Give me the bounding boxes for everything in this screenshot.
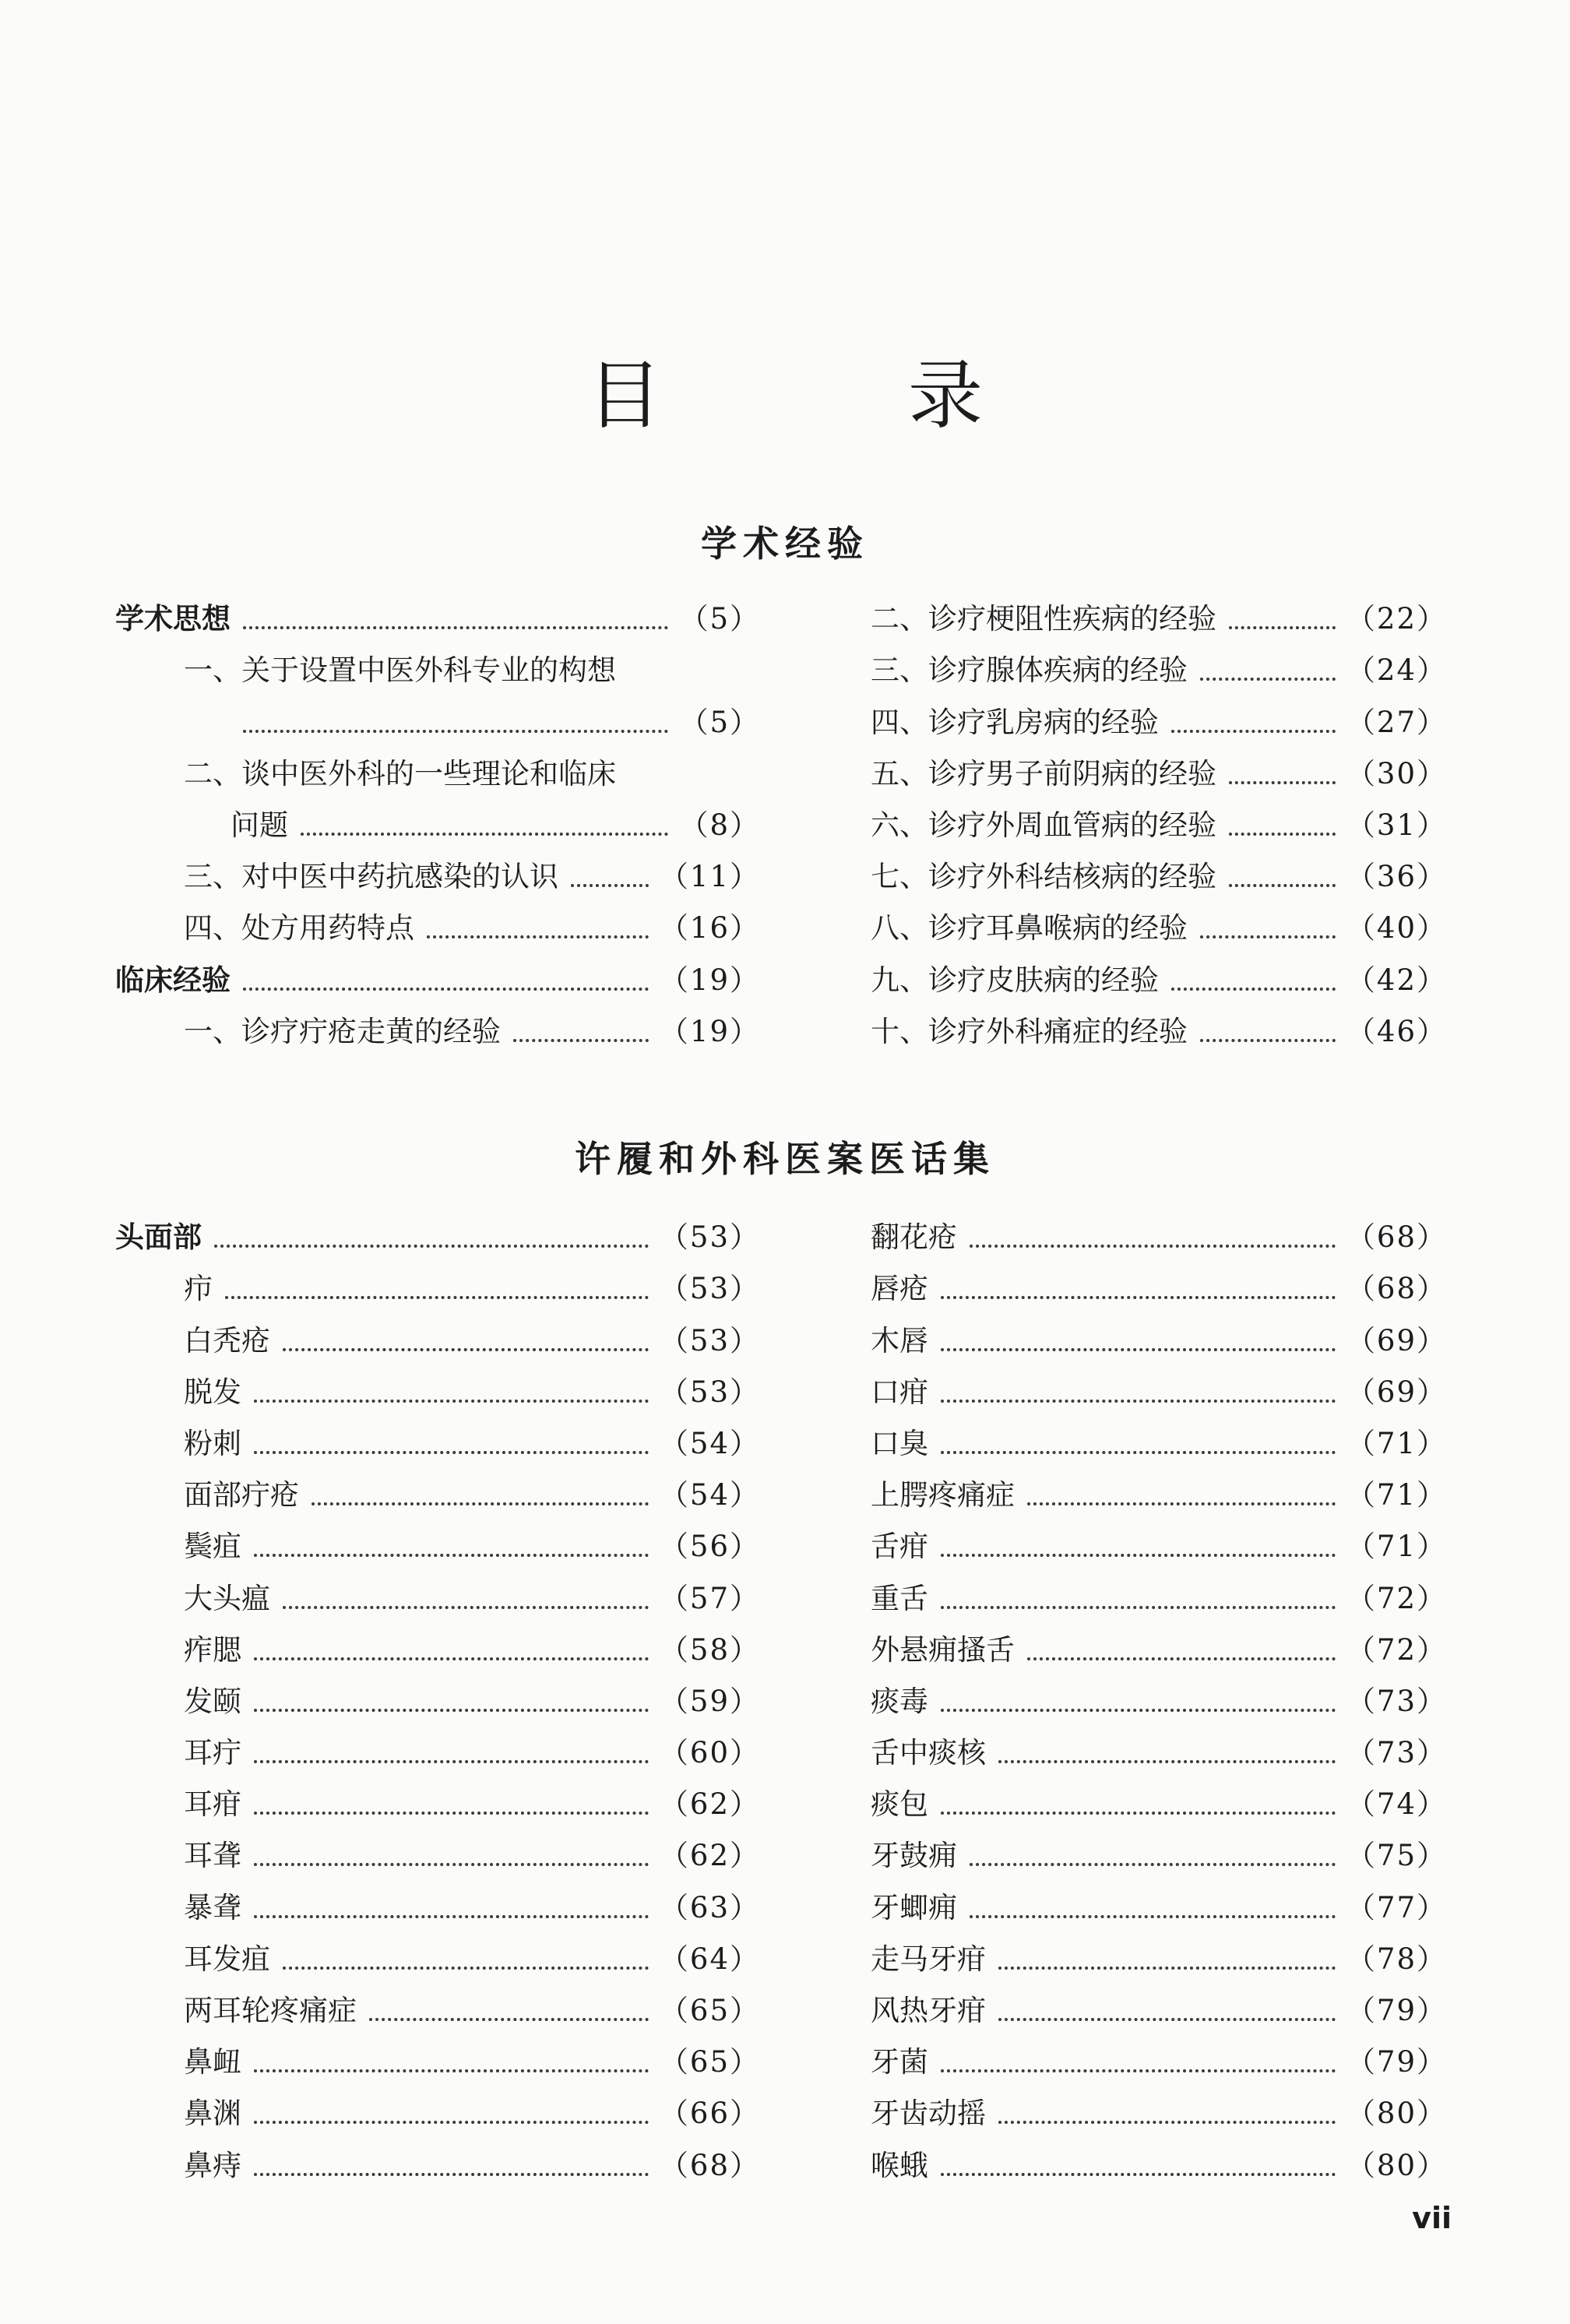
toc-entry-page: （73） <box>1346 1684 1447 1718</box>
toc-entry-page: （58） <box>659 1632 760 1667</box>
dot-leader <box>254 1863 649 1866</box>
toc-entry-label: 耳发疽 <box>184 1942 270 1976</box>
page-number: vii <box>1412 2201 1452 2235</box>
toc-entry[interactable] <box>871 1676 1447 1727</box>
toc-entry[interactable] <box>115 696 760 748</box>
toc-entry-label: 学术思想 <box>115 602 231 636</box>
toc-entry-page: （36） <box>1346 860 1447 894</box>
toc-entry-label: 三、诊疗腺体疾病的经验 <box>871 653 1188 688</box>
toc-column-right <box>871 1212 1447 2192</box>
dot-leader <box>243 626 668 629</box>
dot-leader <box>998 2018 1336 2021</box>
toc-entry[interactable] <box>115 593 760 645</box>
toc-entry-page: （79） <box>1346 1994 1447 2027</box>
dot-leader <box>1200 935 1336 938</box>
toc-entry-page: （75） <box>1346 1839 1447 1873</box>
toc-entry-page: （59） <box>659 1684 760 1718</box>
toc-entry[interactable] <box>115 2037 760 2088</box>
toc-entry-label: 白秃疮 <box>184 1323 270 1357</box>
toc-entry-label: 耳疔 <box>184 1736 241 1770</box>
toc-entry-page: （78） <box>1346 1942 1447 1976</box>
toc-entry[interactable] <box>871 1367 1447 1418</box>
dot-leader <box>283 1606 649 1609</box>
dot-leader <box>254 1760 649 1763</box>
toc-entry[interactable] <box>115 903 760 954</box>
toc-entry-label: 重舌 <box>871 1581 928 1615</box>
toc-entry[interactable] <box>871 2088 1447 2139</box>
toc-entry[interactable] <box>115 1418 760 1470</box>
toc-entry-page: （65） <box>659 2045 760 2079</box>
toc-entry[interactable] <box>115 1727 760 1779</box>
dot-leader <box>254 1554 649 1557</box>
toc-entry-page: （72） <box>1346 1632 1447 1667</box>
toc-entry-label: 发颐 <box>184 1684 241 1718</box>
toc-entry-page: （46） <box>1346 1014 1447 1048</box>
toc-entry-label: 口臭 <box>871 1426 928 1460</box>
toc-entry[interactable] <box>871 1779 1447 1830</box>
toc-entry[interactable] <box>871 593 1447 645</box>
toc-entry-label: 问题 <box>231 808 288 842</box>
toc-entry[interactable] <box>871 903 1447 954</box>
toc-entry-label: 舌疳 <box>871 1530 928 1564</box>
toc-entry-page: （30） <box>1346 756 1447 791</box>
dot-leader <box>1171 730 1336 733</box>
toc-entry[interactable] <box>871 1830 1447 1882</box>
dot-leader <box>1229 781 1336 784</box>
toc-entry-label: 鼻衄 <box>184 2045 241 2079</box>
toc-entry-page: （11） <box>659 860 760 894</box>
toc-entry-label: 七、诊疗外科结核病的经验 <box>871 860 1216 894</box>
toc-entry-page: （66） <box>659 2097 760 2131</box>
toc-entry-label: 牙菌 <box>871 2045 928 2079</box>
toc-entry-label: 牙鼓痈 <box>871 1839 957 1873</box>
toc-entry-label: 木唇 <box>871 1323 928 1357</box>
toc-entry-page: （69） <box>1346 1323 1447 1357</box>
toc-entry-label: 口疳 <box>871 1375 928 1409</box>
dot-leader <box>283 1967 649 1970</box>
toc-entry-label: 大头瘟 <box>184 1581 270 1615</box>
toc-entry-label: 痰包 <box>871 1787 928 1822</box>
toc-entry-label: 一、诊疗疔疮走黄的经验 <box>184 1014 501 1048</box>
toc-entry-label: 翻花疮 <box>871 1220 957 1255</box>
toc-entry-page: （53） <box>659 1272 760 1306</box>
toc-entry[interactable] <box>871 954 1447 1005</box>
toc-entry[interactable] <box>115 1625 760 1676</box>
toc-entry-page: （74） <box>1346 1787 1447 1822</box>
toc-entry[interactable] <box>115 1521 760 1572</box>
section-title-case-collection: 许履和外科医案医话集 <box>575 1138 995 1180</box>
toc-entry-label: 九、诊疗皮肤病的经验 <box>871 963 1159 997</box>
toc-entry[interactable] <box>115 1572 760 1624</box>
toc-entry[interactable] <box>871 748 1447 800</box>
dot-leader <box>214 1245 649 1248</box>
dot-leader <box>941 1348 1336 1351</box>
dot-leader <box>1229 884 1336 887</box>
toc-entry-label: 八、诊疗耳鼻喉病的经验 <box>871 911 1188 945</box>
toc-entry-page: （69） <box>1346 1375 1447 1409</box>
toc-entry[interactable] <box>115 1676 760 1727</box>
toc-entry-page: （71） <box>1346 1530 1447 1564</box>
toc-entry[interactable] <box>115 1470 760 1521</box>
dot-leader <box>941 1296 1336 1299</box>
toc-entry-label: 二、谈中医外科的一些理论和临床 <box>184 756 616 791</box>
toc-entry-page: （24） <box>1346 653 1447 688</box>
toc-entry[interactable] <box>871 1418 1447 1470</box>
toc-entry[interactable] <box>871 1727 1447 1779</box>
toc-entry[interactable] <box>871 800 1447 851</box>
dot-leader <box>513 1039 649 1042</box>
toc-entry-label: 暴聋 <box>184 1890 241 1924</box>
toc-entry-label: 鼻渊 <box>184 2097 241 2131</box>
toc-entry-label: 面部疔疮 <box>184 1478 299 1512</box>
toc-entry[interactable] <box>871 2037 1447 2088</box>
toc-entry-label: 风热牙疳 <box>871 1994 986 2027</box>
toc-entry-page: （71） <box>1346 1478 1447 1512</box>
toc-entry-page: （57） <box>659 1581 760 1615</box>
toc-entry[interactable] <box>115 1263 760 1315</box>
toc-entry[interactable] <box>871 1882 1447 1933</box>
toc-entry-page: （5） <box>679 705 760 739</box>
toc-entry[interactable] <box>115 1006 760 1058</box>
toc-entry-label: 一、关于设置中医外科专业的构想 <box>184 653 616 688</box>
toc-entry-page: （31） <box>1346 808 1447 842</box>
toc-entry-page: （27） <box>1346 705 1447 739</box>
toc-entry-label: 外悬痈搔舌 <box>871 1632 1015 1667</box>
toc-entry-page: （42） <box>1346 963 1447 997</box>
toc-entry[interactable] <box>115 1212 760 1263</box>
toc-entry[interactable] <box>115 1779 760 1830</box>
toc-entry[interactable] <box>115 954 760 1005</box>
toc-entry[interactable] <box>871 1212 1447 1263</box>
toc-entry-label: 走马牙疳 <box>871 1942 986 1976</box>
toc-entry-label: 鬓疽 <box>184 1530 241 1564</box>
dot-leader <box>254 1709 649 1712</box>
dot-leader <box>941 1451 1336 1454</box>
dot-leader <box>283 1348 649 1351</box>
dot-leader <box>254 1657 649 1660</box>
dot-leader <box>998 2121 1336 2124</box>
toc-entry-page: （62） <box>659 1839 760 1873</box>
toc-entry-page: （71） <box>1346 1426 1447 1460</box>
toc-entry-label: 耳聋 <box>184 1839 241 1873</box>
dot-leader <box>571 884 649 887</box>
toc-entry-page: （19） <box>659 1014 760 1048</box>
toc-entry[interactable] <box>115 1830 760 1882</box>
dot-leader <box>1200 1039 1336 1042</box>
dot-leader <box>254 1451 649 1454</box>
toc-entry[interactable] <box>115 2088 760 2139</box>
toc-entry[interactable] <box>115 1315 760 1366</box>
toc-entry-page: （62） <box>659 1787 760 1822</box>
toc-entry-label: 上腭疼痛症 <box>871 1478 1015 1512</box>
dot-leader <box>998 1967 1336 1970</box>
dot-leader <box>1027 1657 1336 1660</box>
toc-entry[interactable] <box>115 800 760 851</box>
dot-leader <box>254 2121 649 2124</box>
toc-entry-page: （80） <box>1346 2097 1447 2131</box>
toc-entry-label: 二、诊疗梗阻性疾病的经验 <box>871 602 1216 636</box>
toc-entry-page: （54） <box>659 1478 760 1512</box>
toc-entry-page: （19） <box>659 963 760 997</box>
toc-entry[interactable] <box>871 1006 1447 1058</box>
toc-entry-label: 牙蝍痈 <box>871 1890 957 1924</box>
toc-entry[interactable] <box>871 1985 1447 2037</box>
toc-entry-page: （8） <box>679 808 760 842</box>
dot-leader <box>1027 1502 1336 1505</box>
dot-leader <box>243 730 668 733</box>
dot-leader <box>998 1760 1336 1763</box>
toc-entry-page: （77） <box>1346 1890 1447 1924</box>
dot-leader <box>1171 988 1336 991</box>
toc-entry[interactable] <box>871 851 1447 903</box>
toc-entry-label: 粉刺 <box>184 1426 241 1460</box>
toc-entry[interactable] <box>115 851 760 903</box>
dot-leader <box>254 1915 649 1918</box>
toc-entry-page: （54） <box>659 1426 760 1460</box>
toc-entry-page: （73） <box>1346 1736 1447 1770</box>
toc-entry[interactable] <box>115 645 760 696</box>
toc-entry[interactable] <box>871 645 1447 696</box>
dot-leader <box>1229 833 1336 836</box>
toc-entry-label: 四、诊疗乳房病的经验 <box>871 705 1159 739</box>
toc-entry-page: （79） <box>1346 2045 1447 2079</box>
toc-entry-page: （68） <box>1346 1220 1447 1255</box>
toc-entry-page: （53） <box>659 1375 760 1409</box>
toc-entry[interactable] <box>115 2139 760 2191</box>
toc-entry-label: 舌中痰核 <box>871 1736 986 1770</box>
toc-entry[interactable] <box>871 1315 1447 1366</box>
dot-leader <box>941 1709 1336 1712</box>
toc-entry-page: （72） <box>1346 1581 1447 1615</box>
toc-entry[interactable] <box>871 2139 1447 2191</box>
toc-entry-page: （80） <box>1346 2148 1447 2182</box>
toc-entry-page: （68） <box>659 2148 760 2182</box>
dot-leader <box>970 1915 1336 1918</box>
toc-entry-page: （22） <box>1346 602 1447 636</box>
dot-leader <box>254 2173 649 2176</box>
toc-entry-label: 唇疮 <box>871 1272 928 1306</box>
toc-entry-label: 十、诊疗外科痛症的经验 <box>871 1014 1188 1048</box>
toc-entry-page: （65） <box>659 1994 760 2027</box>
toc-entry-label: 痰毒 <box>871 1684 928 1718</box>
toc-entry-page: （63） <box>659 1890 760 1924</box>
section-title-academic-experience: 学术经验 <box>701 523 869 565</box>
toc-entry[interactable] <box>115 1985 760 2037</box>
toc-entry-label: 鼻痔 <box>184 2148 241 2182</box>
toc-entry-page: （40） <box>1346 911 1447 945</box>
dot-leader <box>312 1502 649 1505</box>
toc-column-left <box>115 1212 760 2192</box>
dot-leader <box>970 1863 1336 1866</box>
toc-column-left <box>115 593 760 1058</box>
toc-entry-page: （56） <box>659 1530 760 1564</box>
toc-column-right <box>871 593 1447 1058</box>
toc-entry-label: 头面部 <box>115 1220 202 1255</box>
toc-entry[interactable] <box>115 748 760 800</box>
toc-entry-label: 五、诊疗男子前阴病的经验 <box>871 756 1216 791</box>
toc-entry-page: （5） <box>679 602 760 636</box>
toc-entry-page: （64） <box>659 1942 760 1976</box>
toc-entry[interactable] <box>871 1572 1447 1624</box>
dot-leader <box>369 2018 649 2021</box>
dot-leader <box>254 1400 649 1403</box>
dot-leader <box>1200 678 1336 681</box>
toc-entry-label: 三、对中医中药抗感染的认识 <box>184 860 558 894</box>
toc-entry-page: （60） <box>659 1736 760 1770</box>
toc-entry[interactable] <box>115 1934 760 1985</box>
toc-entry[interactable] <box>115 1882 760 1933</box>
toc-entry-label: 喉蛾 <box>871 2148 928 2182</box>
dot-leader <box>941 1812 1336 1815</box>
toc-entry-page: （16） <box>659 911 760 945</box>
toc-entry[interactable] <box>115 1367 760 1418</box>
toc-entry[interactable] <box>871 1470 1447 1521</box>
dot-leader <box>254 2069 649 2072</box>
toc-entry[interactable] <box>871 1934 1447 1985</box>
dot-leader <box>225 1296 649 1299</box>
dot-leader <box>243 988 649 991</box>
toc-entry[interactable] <box>871 1625 1447 1676</box>
toc-entry-label: 六、诊疗外周血管病的经验 <box>871 808 1216 842</box>
dot-leader <box>301 833 668 836</box>
toc-entry-page: （53） <box>659 1323 760 1357</box>
toc-entry[interactable] <box>871 1263 1447 1315</box>
dot-leader <box>941 2069 1336 2072</box>
toc-entry-label: 牙齿动摇 <box>871 2097 986 2131</box>
toc-entry-label: 四、处方用药特点 <box>184 911 414 945</box>
toc-entry-label: 耳疳 <box>184 1787 241 1822</box>
dot-leader <box>941 1554 1336 1557</box>
dot-leader <box>254 1812 649 1815</box>
toc-entry-page: （68） <box>1346 1272 1447 1306</box>
page-title: 目 录 <box>587 352 1068 439</box>
dot-leader <box>941 2173 1336 2176</box>
toc-entry-label: 痄腮 <box>184 1632 241 1667</box>
dot-leader <box>941 1400 1336 1403</box>
toc-entry-label: 临床经验 <box>115 963 231 997</box>
dot-leader <box>427 935 649 938</box>
toc-entry-page: （53） <box>659 1220 760 1255</box>
toc-entry[interactable] <box>871 696 1447 748</box>
dot-leader <box>970 1245 1336 1248</box>
dot-leader <box>1229 626 1336 629</box>
toc-entry-label: 脱发 <box>184 1375 241 1409</box>
toc-entry-label: 疖 <box>184 1272 213 1306</box>
dot-leader <box>941 1606 1336 1609</box>
toc-entry-label: 两耳轮疼痛症 <box>184 1994 357 2027</box>
toc-entry[interactable] <box>871 1521 1447 1572</box>
